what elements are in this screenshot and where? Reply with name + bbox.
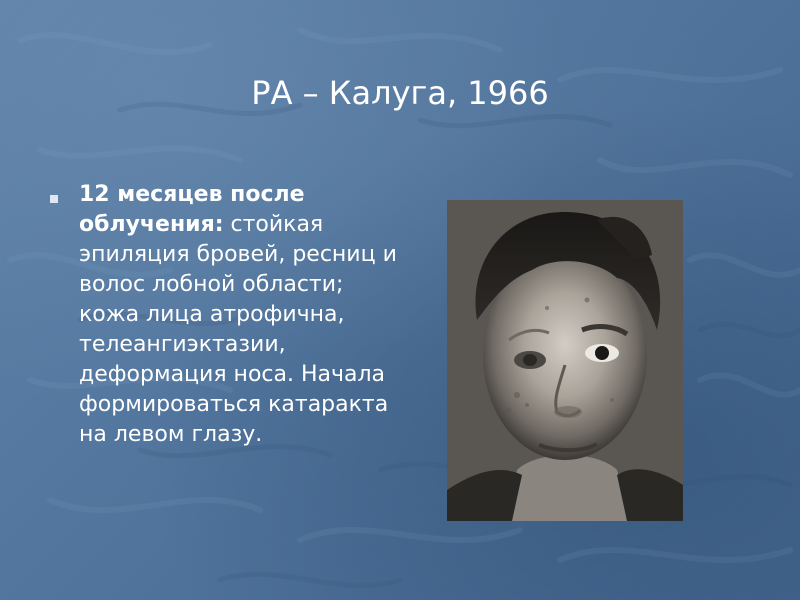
bullet-text	[79, 180, 409, 450]
bullet-bold-text: 12 месяцев после облучения:	[79, 182, 305, 237]
portrait-photo	[447, 200, 683, 521]
square-bullet-icon	[50, 195, 58, 203]
portrait-image	[447, 200, 683, 521]
slide-title: РА – Калуга, 1966	[251, 74, 549, 112]
bullet-body-text: стойкая эпиляция бровей, ресниц и волос лобной области; кожа лица атрофична, телеангиэктазии, деформация носа. Начала формироваться катаракта на левом глазу.	[79, 212, 397, 447]
